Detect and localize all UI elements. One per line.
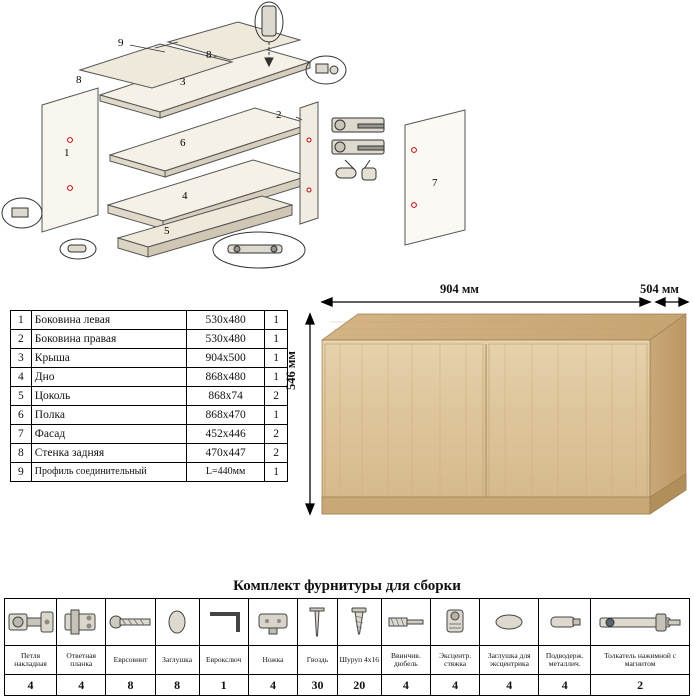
callout-8-right: 8	[206, 49, 212, 61]
part-name: Боковина правая	[31, 330, 186, 349]
hardware-kit-title: Комплект фурнитуры для сборки	[233, 578, 461, 594]
kit-item-count: 4	[5, 675, 57, 696]
part-name: Крыша	[31, 349, 186, 368]
exploded-assembly-diagram	[0, 0, 694, 285]
cam-cap-icon	[480, 599, 539, 646]
part-name: Цоколь	[31, 387, 186, 406]
kit-item-count: 1	[199, 675, 248, 696]
callout-1: 1	[64, 147, 70, 159]
table-row	[11, 311, 288, 330]
table-row	[11, 387, 288, 406]
kit-item-name: Еврокслюч	[199, 646, 248, 675]
mounting-plate-icon	[57, 599, 106, 646]
table-row	[11, 463, 288, 482]
kit-item-name: Заглушка	[155, 646, 199, 675]
kit-item-count: 4	[57, 675, 106, 696]
kit-item-count: 20	[337, 675, 381, 696]
part-size: 530х480	[186, 330, 264, 349]
part-number: 8	[11, 444, 32, 463]
table-row	[11, 349, 288, 368]
kit-item-count: 4	[539, 675, 591, 696]
part-size: 452х446	[186, 425, 264, 444]
part-number: 9	[11, 463, 32, 482]
part-qty: 2	[265, 387, 288, 406]
part-qty: 1	[265, 463, 288, 482]
cam-lock-icon	[430, 599, 479, 646]
part-qty: 1	[265, 330, 288, 349]
kit-item-count: 8	[155, 675, 199, 696]
part-number: 1	[11, 311, 32, 330]
cap-icon	[155, 599, 199, 646]
kit-item-count: 4	[480, 675, 539, 696]
part-number: 4	[11, 368, 32, 387]
table-row	[11, 330, 288, 349]
kit-item-name: Заглушка для эксцентрика	[480, 646, 539, 675]
part-number: 7	[11, 425, 32, 444]
part-number: 3	[11, 349, 32, 368]
callout-2: 2	[276, 109, 282, 121]
part-qty: 2	[265, 425, 288, 444]
kit-item-name: Эксцентр. стяжка	[430, 646, 479, 675]
part-qty: 1	[265, 311, 288, 330]
part-qty: 1	[265, 349, 288, 368]
part-size: L=440мм	[186, 463, 264, 482]
part-number: 2	[11, 330, 32, 349]
dowel-icon	[381, 599, 430, 646]
callout-8-left: 8	[76, 74, 82, 86]
callout-3: 3	[180, 76, 186, 88]
part-size: 868х480	[186, 368, 264, 387]
kit-icon-row	[5, 599, 690, 646]
part-name: Стенка задняя	[31, 444, 186, 463]
kit-item-name: Петля накладная	[5, 646, 57, 675]
part-side-right	[300, 102, 318, 224]
part-name: Боковина левая	[31, 311, 186, 330]
table-row	[11, 368, 288, 387]
kit-item-name: Ножка	[248, 646, 297, 675]
callout-9: 9	[118, 37, 124, 49]
kit-item-count: 4	[430, 675, 479, 696]
kit-item-count: 4	[381, 675, 430, 696]
part-qty: 1	[265, 406, 288, 425]
part-name: Полка	[31, 406, 186, 425]
part-size: 868х74	[186, 387, 264, 406]
callout-5: 5	[164, 225, 170, 237]
kit-item-name: Шуруп 4х16	[337, 646, 381, 675]
part-qty: 1	[265, 368, 288, 387]
cabinet-render	[284, 282, 690, 542]
kit-item-name: Ввинчив. дюбель	[381, 646, 430, 675]
kit-item-name: Подводерж. металлич.	[539, 646, 591, 675]
part-side-left	[42, 88, 98, 232]
push-latch-icon	[591, 599, 690, 646]
part-number: 6	[11, 406, 32, 425]
part-size: 470х447	[186, 444, 264, 463]
part-name: Дно	[31, 368, 186, 387]
part-name: Профиль соединительный	[31, 463, 186, 482]
callout-6: 6	[180, 137, 186, 149]
width-dimension-label: 904 мм	[440, 282, 479, 296]
parts-table	[10, 310, 288, 482]
leg-icon	[248, 599, 297, 646]
kit-item-count: 30	[298, 675, 338, 696]
part-qty: 2	[265, 444, 288, 463]
part-name: Фасад	[31, 425, 186, 444]
euro-screw-icon	[106, 599, 155, 646]
part-size: 904х500	[186, 349, 264, 368]
callout-4: 4	[182, 190, 188, 202]
kit-item-count: 8	[106, 675, 155, 696]
kit-name-row	[5, 646, 690, 675]
part-size: 868х470	[186, 406, 264, 425]
kit-item-name: Толкатель нажимной с магнитом	[591, 646, 690, 675]
part-size: 530х480	[186, 311, 264, 330]
screw-4x16-icon	[337, 599, 381, 646]
callout-7: 7	[432, 177, 438, 189]
kit-item-name: Ответная планка	[57, 646, 106, 675]
kit-item-count: 4	[248, 675, 297, 696]
kit-item-name: Еврсовинт	[106, 646, 155, 675]
table-row	[11, 406, 288, 425]
hardware-kit-table	[4, 598, 690, 696]
depth-dimension-label: 504 мм	[640, 282, 679, 296]
kit-count-row	[5, 675, 690, 696]
kit-item-name: Гвоздь	[298, 646, 338, 675]
kit-item-count: 2	[591, 675, 690, 696]
part-number: 5	[11, 387, 32, 406]
table-row	[11, 425, 288, 444]
shelf-support-icon	[539, 599, 591, 646]
hinge-icon	[5, 599, 57, 646]
table-row	[11, 444, 288, 463]
hinge-hardware-group	[332, 118, 384, 180]
nail-icon	[298, 599, 338, 646]
height-dimension-label: 546 мм	[284, 351, 298, 390]
allen-key-icon	[199, 599, 248, 646]
